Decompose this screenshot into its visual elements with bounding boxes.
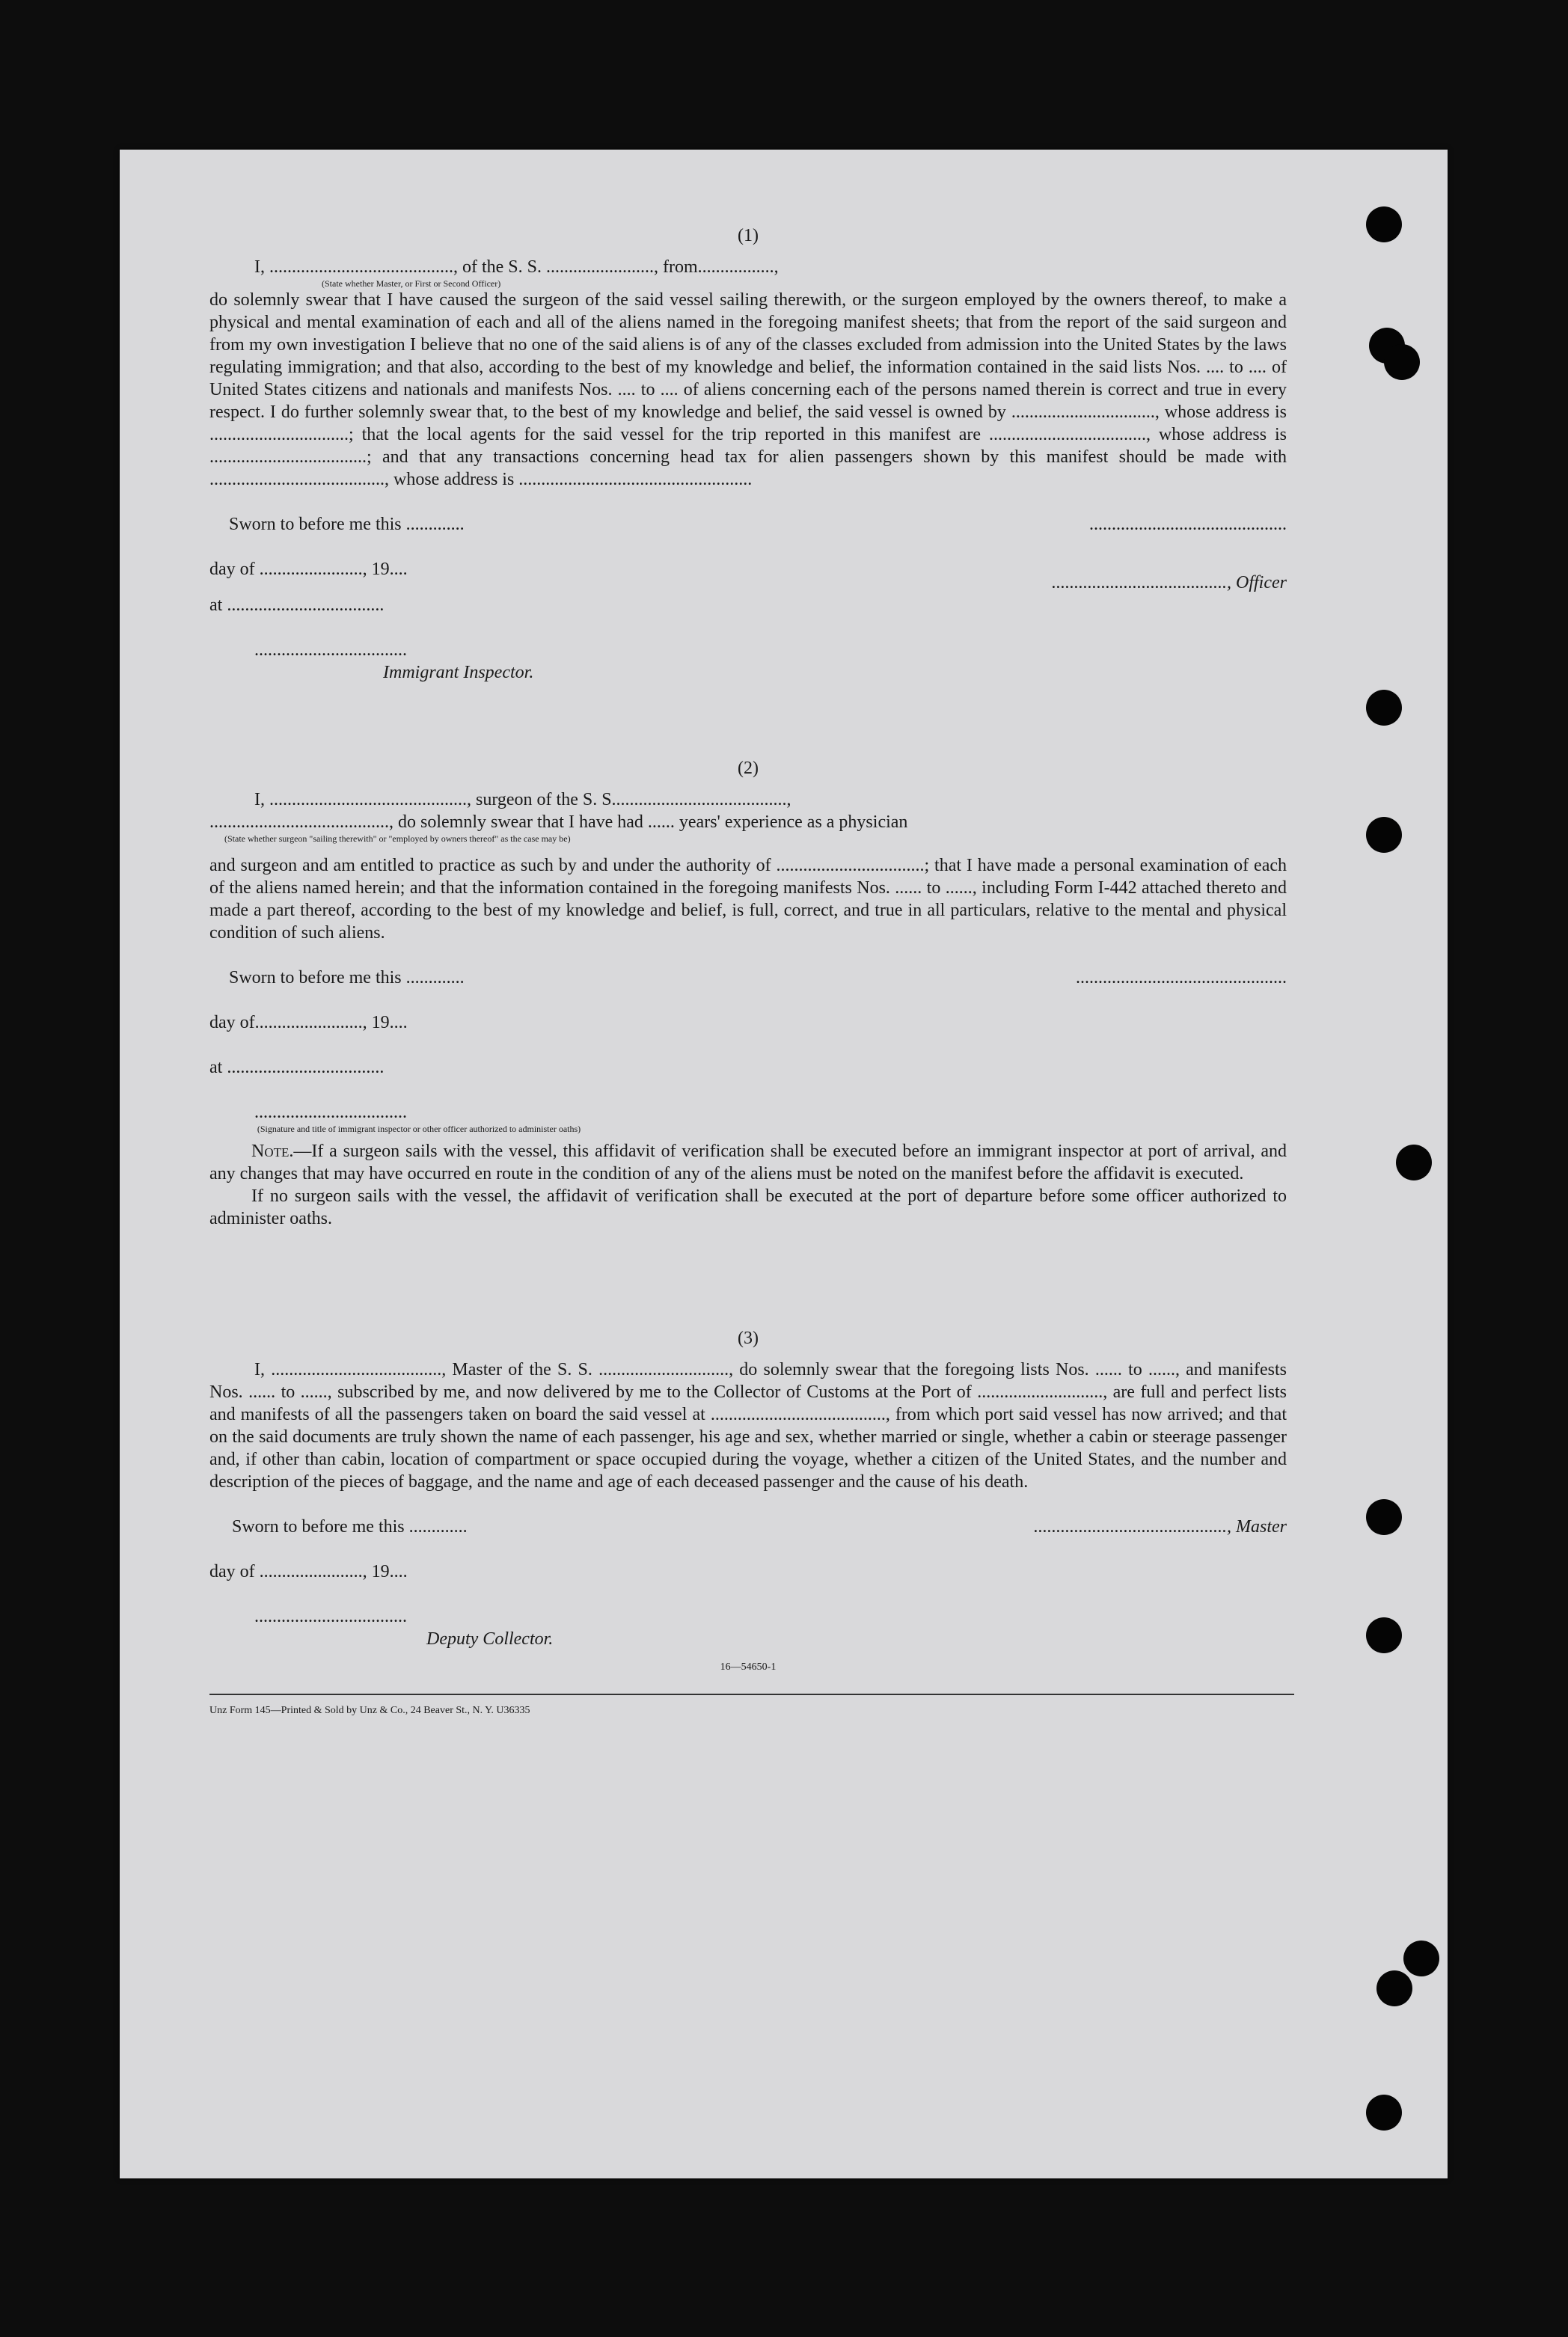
at-line: at ................................... bbox=[209, 1058, 385, 1077]
section-number: (2) bbox=[738, 759, 759, 778]
collector-title: Deputy Collector. bbox=[426, 1629, 554, 1649]
inspector-caption: (Signature and title of immigrant inspector or other officer authorized to administer oaths) bbox=[257, 1124, 581, 1134]
binder-hole bbox=[1366, 206, 1402, 242]
surgeon-declaration-line: I, ............................................, surgeon of the S. S......................................., bbox=[254, 790, 791, 809]
binder-hole bbox=[1396, 1145, 1432, 1180]
section-3 bbox=[209, 1327, 1287, 1679]
master-signature-line: ..........................................., Master bbox=[1034, 1517, 1287, 1537]
form-page bbox=[120, 150, 1448, 2178]
surgeon-oath-text: and surgeon and am entitled to practice as such by and under the authority of .................................; that I have made a personal examination of each of the aliens named herein; and that the information contained in the foregoing manifests Nos. ...... to ......, including Form I-442 attached thereto and made a part thereof, according to the best of my knowledge and belief, is full, correct, and true in all particulars, relative to the mental and physical condition of such aliens. bbox=[209, 856, 1287, 943]
form-content bbox=[209, 209, 1287, 1722]
section-number: (3) bbox=[738, 1329, 759, 1348]
section-1 bbox=[209, 224, 1287, 684]
inspector-signature-dots: .................................. bbox=[254, 640, 407, 660]
inspector-signature-dots: .................................. bbox=[254, 1103, 407, 1122]
printer-footer: Unz Form 145—Printed & Sold by Unz & Co., 24 Beaver St., N. Y. U36335 bbox=[209, 1705, 530, 1716]
binder-hole bbox=[1366, 1617, 1402, 1653]
binder-hole bbox=[1376, 1970, 1412, 2006]
day-of-line: day of ......................., 19.... bbox=[209, 1562, 408, 1581]
officer-signature-line: ......................................., Officer bbox=[1052, 573, 1287, 592]
surgeon-caption: (State whether surgeon "sailing therewith" or "employed by owners thereof" as the case may be) bbox=[224, 833, 571, 844]
form-number: 16—54650-1 bbox=[720, 1661, 777, 1673]
sworn-label: Sworn to before me this ............. bbox=[229, 968, 465, 987]
note-heading: Note. bbox=[251, 1142, 294, 1161]
section-2 bbox=[209, 757, 1287, 1230]
officer-oath-text: do solemnly swear that I have caused the surgeon of the said vessel sailing therewith, or the surgeon employed by the owners thereof, to make a physical and mental examination of each and all of the aliens named in the foregoing manifest sheets; that from the report of the said surgeon and from my own investigation I believe that no one of the said aliens is of any of the classes excluded from admission into the United States by the laws regulating immigration; and that also, according to the best of my knowledge and belief, the information contained in the said lists Nos. .... to .... of United States citizens and nationals and manifests Nos. .... to .... of aliens concerning each of the persons named therein is correct and true in every respect. I do further solemnly swear that, to the best of my knowledge and belief, the said vessel is owned by ................................, whose address is ...............................; that the local agents for the said vessel for the trip reported in this manifest are ..................................., whose address is ...................................; and that any transactions concerning head tax for alien passengers shown by this manifest should be made with ......................................., whose address is .................................................... bbox=[209, 290, 1287, 489]
sworn-label: Sworn to before me this ............. bbox=[232, 1517, 468, 1537]
day-of-line: day of........................, 19.... bbox=[209, 1013, 408, 1032]
section-number: (1) bbox=[738, 226, 759, 245]
day-of-line: day of ......................., 19.... bbox=[209, 560, 408, 579]
signature-line: ............................................ bbox=[1089, 515, 1287, 534]
master-oath-text: I, ......................................, Master of the S. S. ............................., do solemnly swear that the foregoing lists Nos. ...... to ......, and manifests Nos. ...... to ......, subscribed by me, and now delivered by me to the Collector of Customs at the Port of ............................, are full and perfect lists and manifests of all the passengers taken on board the said vessel at ......................................., from which port said vessel has now arrived; and that on the said documents are truly shown the name of each passenger, his age and sex, whether married or single, whether a cabin or steerage passenger and, if other than cabin, location of compartment or space occupied during the voyage, whether a citizen of the United States, and the number and description of the pieces of baggage, and the name and age of each deceased passenger and the cause of his death. bbox=[209, 1360, 1287, 1492]
sworn-label: Sworn to before me this ............. bbox=[229, 515, 465, 534]
officer-declaration-line: I, ........................................., of the S. S. ........................, from................., bbox=[254, 257, 779, 277]
note-text-1: —If a surgeon sails with the vessel, this affidavit of verification shall be executed before an immigrant inspector at port of arrival, and any changes that may have occurred en route in the condition of any of the aliens must be noted on the manifest before the affidavit is executed. bbox=[209, 1142, 1287, 1183]
surgeon-signature-line: ............................................... bbox=[1076, 968, 1287, 987]
at-line: at ................................... bbox=[209, 595, 385, 615]
footer-divider bbox=[209, 1694, 1294, 1695]
surgeon-experience-line: ........................................, do solemnly swear that I have had ...... years' experience as a physician bbox=[209, 812, 908, 832]
binder-hole bbox=[1403, 1941, 1439, 1976]
binder-hole bbox=[1366, 817, 1402, 853]
binder-hole bbox=[1366, 690, 1402, 726]
inspector-title: Immigrant Inspector. bbox=[383, 663, 534, 682]
collector-signature-dots: .................................. bbox=[254, 1607, 407, 1626]
note-text-2: If no surgeon sails with the vessel, the affidavit of verification shall be executed at the port of departure before some officer authorized to administer oaths. bbox=[209, 1186, 1287, 1228]
binder-hole bbox=[1366, 2095, 1402, 2131]
binder-hole bbox=[1384, 344, 1420, 380]
binder-hole bbox=[1366, 1499, 1402, 1535]
officer-caption: (State whether Master, or First or Second Officer) bbox=[322, 278, 501, 289]
note-paragraph bbox=[209, 1140, 1287, 1185]
